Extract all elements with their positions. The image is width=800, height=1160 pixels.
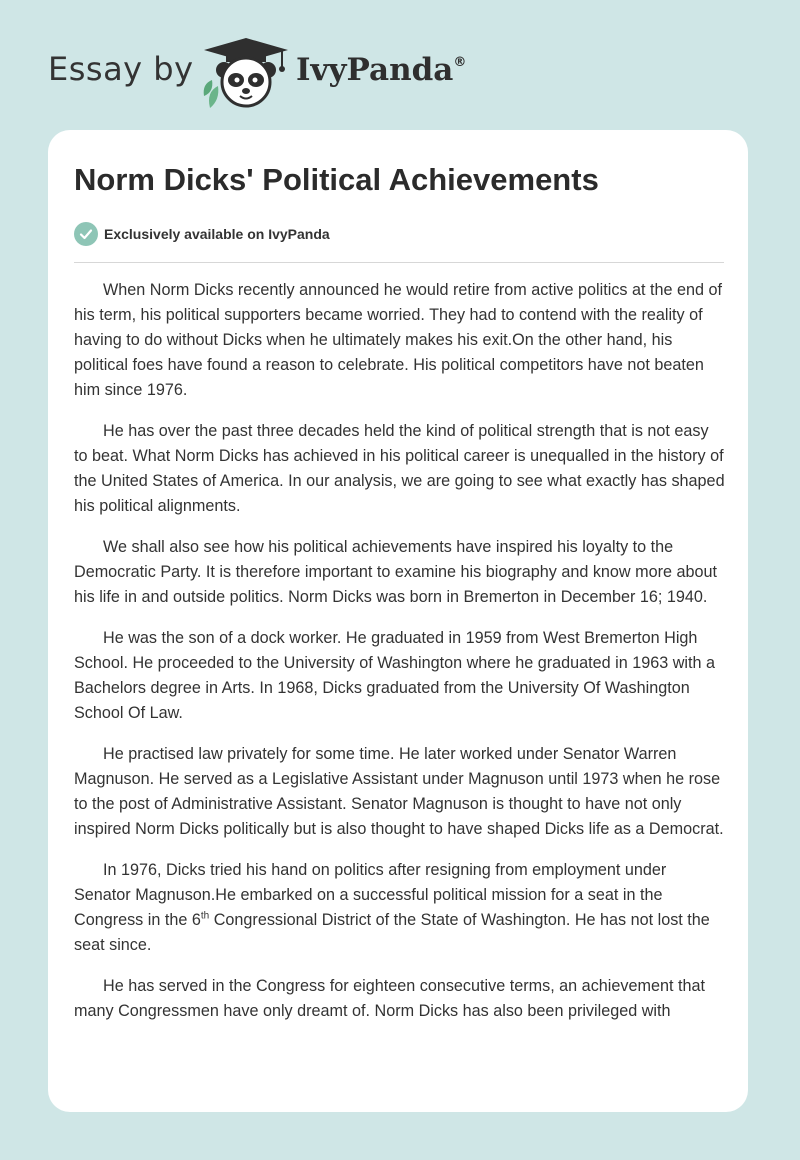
essay-body xyxy=(74,278,726,1040)
brand-name[interactable]: IvyPanda® xyxy=(296,52,467,88)
essay-paragraph: We shall also see how his political achievements have inspired his loyalty to the Democratic Party. It is therefore important to examine his biography and know more about his life in and outside politics. Norm Dicks was born in Bremerton in December 16; 1940. xyxy=(74,538,718,606)
site-header xyxy=(0,0,800,130)
exclusive-badge xyxy=(74,222,330,246)
panda-graduate-icon[interactable] xyxy=(200,36,292,110)
essay-paragraph: He practised law privately for some time. He later worked under Senator Warren Magnuson. He served as a Legislative Assistant under Magnuson until 1973 when he rose to the post of Administrative Assistant. Senator Magnuson is thought to have not only inspired Norm Dicks politically but is also thought to have shaped Dicks life as a Democrat. xyxy=(74,745,724,838)
trademark-symbol: ® xyxy=(453,55,467,70)
essay-by-label: Essay by xyxy=(48,50,194,88)
essay-card xyxy=(48,130,748,1112)
essay-title: Norm Dicks' Political Achievements xyxy=(74,162,599,197)
divider xyxy=(74,262,724,263)
essay-paragraph: He has over the past three decades held the kind of political strength that is not easy to beat. What Norm Dicks has achieved in his political career is unequalled in the history of the United States of America. In our analysis, we are going to see what exactly has shaped his political alignments. xyxy=(74,422,725,515)
essay-paragraph: In 1976, Dicks tried his hand on politics after resigning from employment under Senator Magnuson.He embarked on a successful political mission for a seat in the Congress in the 6th Congressional District of the State of Washington. He has not lost the seat since. xyxy=(74,861,710,954)
ordinal-suffix: th xyxy=(200,910,210,922)
exclusive-badge-label: Exclusively available on IvyPanda xyxy=(104,226,330,242)
check-circle-icon xyxy=(74,222,98,246)
essay-paragraph: He has served in the Congress for eighteen consecutive terms, an achievement that many Congressmen have only dreamt of. Norm Dicks has also been privileged with xyxy=(74,977,705,1020)
essay-paragraph: When Norm Dicks recently announced he would retire from active politics at the end of his term, his political supporters became worried. They had to contend with the reality of having to do without Dicks when he ultimately makes his exit.On the other hand, his political foes have found a reason to celebrate. His political competitors have not beaten him since 1976. xyxy=(74,281,723,399)
essay-paragraph: He was the son of a dock worker. He graduated in 1959 from West Bremerton High School. He proceeded to the University of Washington where he graduated in 1963 with a Bachelors degree in Arts. In 1968, Dicks graduated from the University Of Washington School Of Law. xyxy=(74,629,715,722)
